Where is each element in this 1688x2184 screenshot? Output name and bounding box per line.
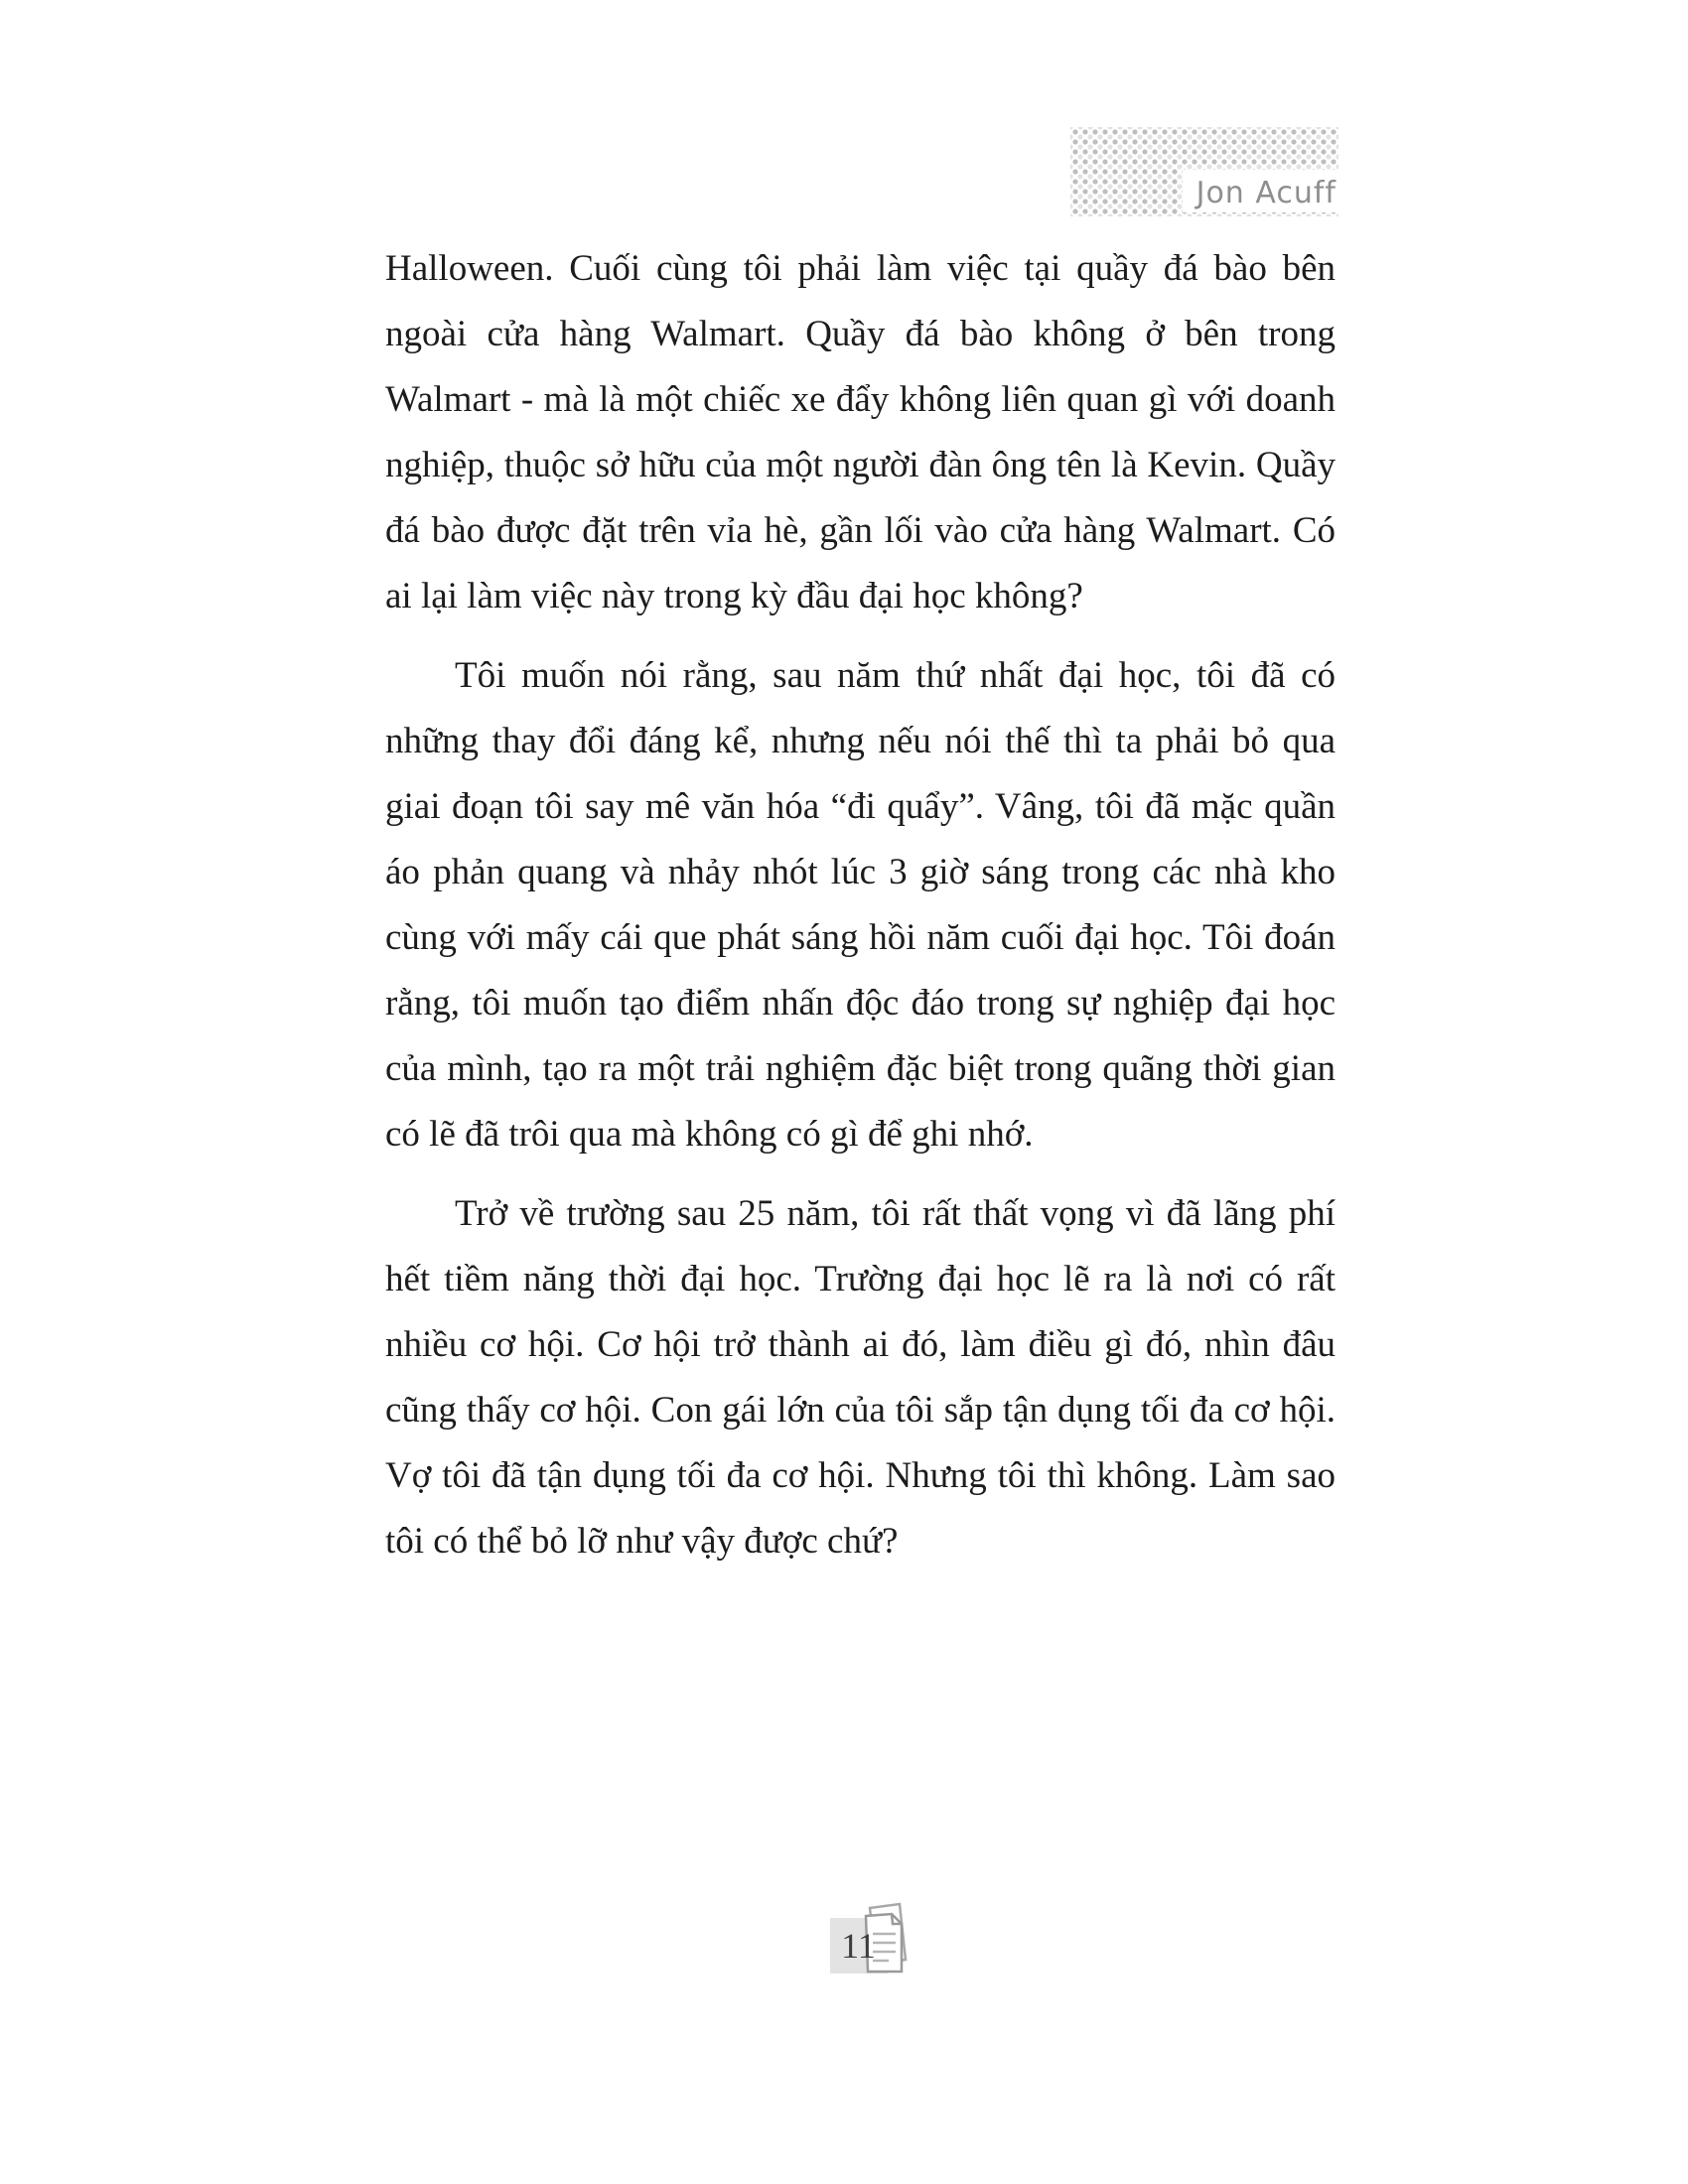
author-name: Jon Acuff bbox=[1183, 170, 1338, 212]
dot-pattern bbox=[1070, 127, 1338, 216]
paragraph-3: Trở về trường sau 25 năm, tôi rất thất vọng vì đã lãng phí hết tiềm năng thời đại học. Trường đại học lẽ ra là nơi có rất nhiều cơ hội. Cơ hội trở thành ai đó, làm điều gì đó, nhìn đâu cũng thấy cơ hội. Con gái lớn của tôi sắp tận dụng tối đa cơ hội. Vợ tôi đã tận dụng tối đa cơ hội. Nhưng tôi thì không. Làm sao tôi có thể bỏ lỡ như vậy được chứ? bbox=[385, 1193, 1336, 1562]
page-footer bbox=[385, 1914, 1336, 1976]
paragraph-1: Halloween. Cuối cùng tôi phải làm việc tại quầy đá bào bên ngoài cửa hàng Walmart. Quầy đá bào không ở bên trong Walmart - mà là một chiếc xe đẩy không liên quan gì với doanh nghiệp, thuộc sở hữu của một người đàn ông tên là Kevin. Quầy đá bào được đặt trên vỉa hè, gần lối vào cửa hàng Walmart. Có ai lại làm việc này trong kỳ đầu đại học không? bbox=[385, 248, 1336, 616]
page-number: 11 bbox=[841, 1926, 876, 1966]
page-number-block bbox=[830, 1914, 892, 1976]
paragraph-2: Tôi muốn nói rằng, sau năm thứ nhất đại học, tôi đã có những thay đổi đáng kể, nhưng nếu nói thế thì ta phải bỏ qua giai đoạn tôi say mê văn hóa “đi quẩy”. Vâng, tôi đã mặc quần áo phản quang và nhảy nhót lúc 3 giờ sáng trong các nhà kho cùng với mấy cái que phát sáng hồi năm cuối đại học. Tôi đoán rằng, tôi muốn tạo điểm nhấn độc đáo trong sự nghiệp đại học của mình, tạo ra một trải nghiệm đặc biệt trong quãng thời gian có lẽ đã trôi qua mà không có gì để ghi nhớ. bbox=[385, 655, 1336, 1155]
text-block bbox=[385, 236, 1336, 1588]
